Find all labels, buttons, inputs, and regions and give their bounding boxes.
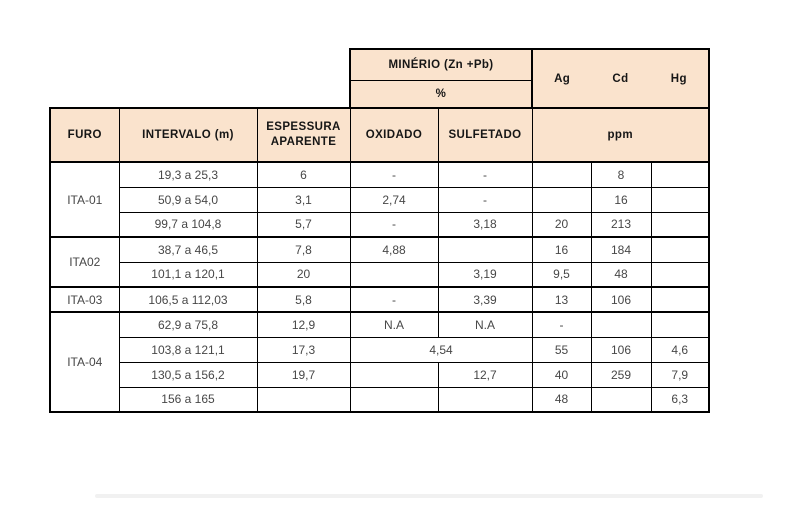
cell-hg: [651, 312, 709, 337]
cell-intervalo: 38,7 a 46,5: [119, 237, 257, 262]
cell-intervalo: 156 a 165: [119, 387, 257, 412]
cell-oxidado: [350, 362, 438, 387]
col-header-intervalo: INTERVALO (m): [119, 108, 257, 162]
col-header-ppm: ppm: [532, 108, 709, 162]
cell-cd: 106: [591, 337, 651, 362]
cell-intervalo: 19,3 a 25,3: [119, 162, 257, 187]
cell-sulfetado: N.A: [438, 312, 532, 337]
cell-furo-group: ITA02: [50, 237, 119, 287]
cell-intervalo: 50,9 a 54,0: [119, 187, 257, 212]
cell-espessura: [257, 387, 350, 412]
cell-ag: 16: [532, 237, 591, 262]
cell-furo-group: ITA-03: [50, 287, 119, 312]
cell-cd: 106: [591, 287, 651, 312]
cell-cd: 184: [591, 237, 651, 262]
cell-sulfetado: 3,39: [438, 287, 532, 312]
cell-intervalo: 103,8 a 121,1: [119, 337, 257, 362]
cell-hg: [651, 212, 709, 237]
cell-hg: [651, 287, 709, 312]
col-header-sulfetado: SULFETADO: [438, 108, 532, 162]
cell-espessura: 17,3: [257, 337, 350, 362]
cell-oxidado: -: [350, 162, 438, 187]
col-header-cd: Cd: [612, 72, 629, 85]
cell-espessura: 20: [257, 262, 350, 287]
cell-sulfetado: -: [438, 162, 532, 187]
cell-ag: 48: [532, 387, 591, 412]
cell-intervalo: 106,5 a 112,03: [119, 287, 257, 312]
cell-ag: 20: [532, 212, 591, 237]
cell-hg: 7,9: [651, 362, 709, 387]
cell-cd: [591, 387, 651, 412]
empty-corner: [50, 49, 350, 80]
cell-espessura: 5,7: [257, 212, 350, 237]
cell-oxidado: -: [350, 287, 438, 312]
cell-intervalo: 99,7 a 104,8: [119, 212, 257, 237]
espessura-line1: ESPESSURA: [266, 121, 341, 134]
cell-sulfetado: [438, 387, 532, 412]
cell-espessura: 7,8: [257, 237, 350, 262]
cell-furo-group: ITA-04: [50, 312, 119, 412]
col-header-ag: Ag: [554, 72, 571, 85]
cell-oxidado: -: [350, 212, 438, 237]
cell-sulfetado: 3,19: [438, 262, 532, 287]
col-header-hg: Hg: [670, 72, 687, 85]
cell-hg: [651, 262, 709, 287]
cell-hg: 4,6: [651, 337, 709, 362]
cell-espessura: 6: [257, 162, 350, 187]
cell-cd: 48: [591, 262, 651, 287]
cell-sulfetado: 3,18: [438, 212, 532, 237]
cell-oxidado: N.A: [350, 312, 438, 337]
col-header-furo: FURO: [50, 108, 119, 162]
cell-hg: [651, 187, 709, 212]
cell-espessura: 12,9: [257, 312, 350, 337]
cell-oxidado: [350, 387, 438, 412]
cell-sulfetado: -: [438, 187, 532, 212]
col-header-percent: %: [350, 80, 532, 108]
cell-espessura: 3,1: [257, 187, 350, 212]
cell-cd: [591, 312, 651, 337]
cell-ag: [532, 162, 591, 187]
cell-cd: 259: [591, 362, 651, 387]
cell-intervalo: 62,9 a 75,8: [119, 312, 257, 337]
cell-cd: 8: [591, 162, 651, 187]
cell-espessura: 5,8: [257, 287, 350, 312]
col-header-oxidado: OXIDADO: [350, 108, 438, 162]
cell-ag: 40: [532, 362, 591, 387]
col-header-ag-cd-hg: [532, 49, 709, 108]
cell-espessura: 19,7: [257, 362, 350, 387]
cell-oxidado-sulfetado-merged: 4,54: [350, 337, 532, 362]
cell-ag: 9,5: [532, 262, 591, 287]
cell-furo-group: ITA-01: [50, 162, 119, 237]
cell-oxidado: 2,74: [350, 187, 438, 212]
espessura-line2: APARENTE: [270, 136, 337, 148]
cell-ag: [532, 187, 591, 212]
cell-ag: 55: [532, 337, 591, 362]
cell-cd: 213: [591, 212, 651, 237]
cell-sulfetado: 12,7: [438, 362, 532, 387]
cell-hg: 6,3: [651, 387, 709, 412]
col-header-minerio: MINÉRIO (Zn +Pb): [350, 49, 532, 80]
cell-intervalo: 101,1 a 120,1: [119, 262, 257, 287]
scan-artifact-line: [95, 494, 763, 498]
cell-cd: 16: [591, 187, 651, 212]
cell-ag: 13: [532, 287, 591, 312]
cell-hg: [651, 237, 709, 262]
cell-intervalo: 130,5 a 156,2: [119, 362, 257, 387]
cell-ag: -: [532, 312, 591, 337]
col-header-espessura: [257, 108, 350, 162]
cell-hg: [651, 162, 709, 187]
empty-corner: [50, 80, 350, 108]
cell-sulfetado: [438, 237, 532, 262]
cell-oxidado: 4,88: [350, 237, 438, 262]
assay-table: [49, 48, 710, 413]
cell-oxidado: [350, 262, 438, 287]
